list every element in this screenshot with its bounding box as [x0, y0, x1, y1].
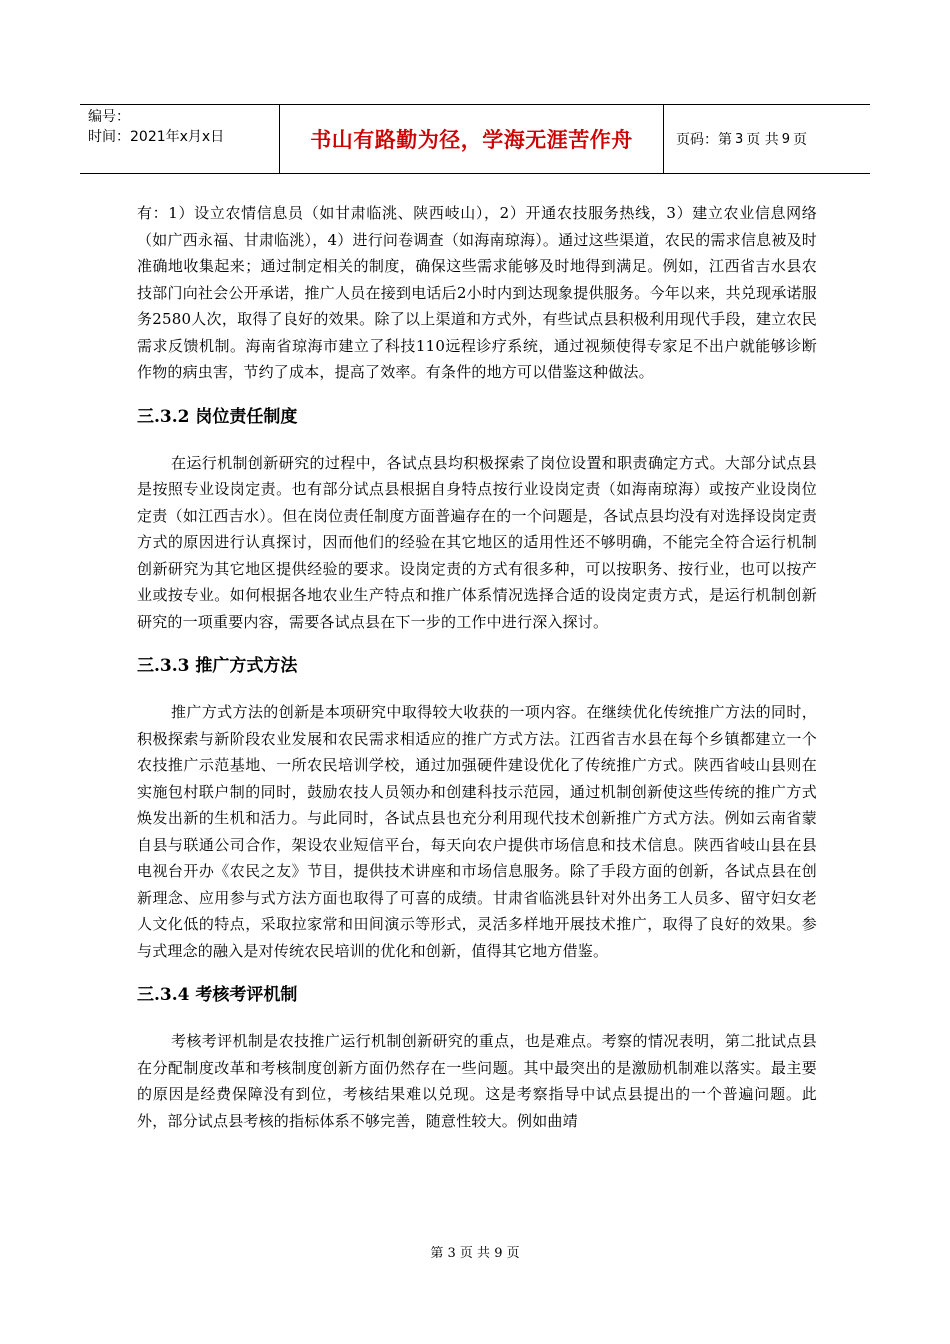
- page-current: 3: [735, 131, 744, 147]
- paragraph-4: 考核考评机制是农技推广运行机制创新研究的重点，也是难点。考察的情况表明，第二批试点县在分配制度改革和考核制度创新方面仍然存在一些问题。其中最突出的是激励机制难以落实。最主要的原因是经费保障没有到位，考核结果难以兑现。这是考察指导中试点县提出的一个普遍问题。此外，部分试点县考核的指标体系不够完善，随意性较大。例如曲靖: [137, 1032, 817, 1130]
- paragraph-2: 在运行机制创新研究的过程中，各试点县均积极探索了岗位设置和职责确定方式。大部分试点县是按照专业设岗定责。也有部分试点县根据自身特点按行业设岗定责（如海南琼海）或按产业设岗位定责（如江西吉水）。但在岗位责任制度方面普遍存在的一个问题是，各试点县均没有对选择设岗定责方式的原因进行认真探讨，因而他们的经验在其它地区的适用性还不够明确，不能完全符合运行机制创新研究为其它地区提供经验的要求。设岗定责的方式有很多种，可以按职务、按行业，也可以按产业或按专业。如何根据各地农业生产特点和推广体系情况选择合适的设岗定责方式，是运行机制创新研究的一项重要内容，需要各试点县在下一步的工作中进行深入探讨。: [137, 453, 817, 631]
- header-meta: [80, 105, 280, 173]
- section-heading-3-3-3: 三.3.3 推广方式方法: [137, 656, 298, 676]
- page-total: 9: [781, 131, 791, 147]
- document-body: [137, 200, 817, 1134]
- page-footer: 第 3 页 共 9 页: [430, 1246, 520, 1261]
- page-header: [80, 104, 870, 174]
- section-heading-3-3-2: 三.3.2 岗位责任制度: [137, 406, 298, 427]
- page-label-prefix: 页码：第: [676, 132, 732, 148]
- header-page-info: [664, 105, 870, 173]
- header-motto: 书山有路勤为径，学海无涯苦作舟: [280, 105, 664, 173]
- paragraph-3: 推广方式方法的创新是本项研究中取得较大收获的一项内容。在继续优化传统推广方法的同时，积极探索与新阶段农业发展和农民需求相适应的推广方式方法。江西省吉水县在每个乡镇都建立一个农技推广示范基地、一所农民培训学校，通过加强硬件建设优化了传统推广方式。陕西省岐山县则在实施包村联户制的同时，鼓励农技人员领办和创建科技示范园，通过机制创新使这些传统的推广方式焕发出新的生机和活力。与此同时，各试点县也充分利用现代技术创新推广方式方法。例如云南省蒙自县与联通公司合作，架设农业短信平台，每天向农户提供市场信息和技术信息。陕西省岐山县在县电视台开办《农民之友》节目，提供技术讲座和市场信息服务。除了手段方面的创新，各试点县在创新理念、应用参与式方法方面也取得了可喜的成绩。甘肃省临洮县针对外出务工人员多、留守妇女老人文化低的特点，采取拉家常和田间演示等形式，灵活多样地开展技术推广，取得了良好的效果。参与式理念的融入是对传统农民培训的优化和创新，值得其它地方借鉴。: [137, 703, 817, 960]
- section-heading-3-3-4: 三.3.4 考核考评机制: [137, 985, 298, 1005]
- page-label-suffix: 页: [793, 132, 808, 148]
- document-number-label: 编号：: [88, 109, 130, 125]
- document-time-label: 时间：2021年x月x日: [88, 129, 225, 145]
- page-label-mid: 页 共: [746, 132, 779, 148]
- paragraph-1: 有：1）设立农情信息员（如甘肃临洮、陕西岐山），2）开通农技服务热线，3）建立农业信息网络（如广西永福、甘肃临洮），4）进行问卷调查（如海南琼海）。通过这些渠道，农民的需求信息被及时准确地收集起来；通过制定相关的制度，确保这些需求能够及时地得到满足。例如，江西省吉水县农技部门向社会公开承诺，推广人员在接到电话后2小时内到达现象提供服务。今年以来，共兑现承诺服务2580人次，取得了良好的效果。除了以上渠道和方式外，有些试点县积极利用现代手段，建立农民需求反馈机制。海南省琼海市建立了科技110远程诊疗系统，通过视频使得专家足不出户就能够诊断作物的病虫害，节约了成本，提高了效率。有条件的地方可以借鉴这种做法。: [137, 204, 817, 381]
